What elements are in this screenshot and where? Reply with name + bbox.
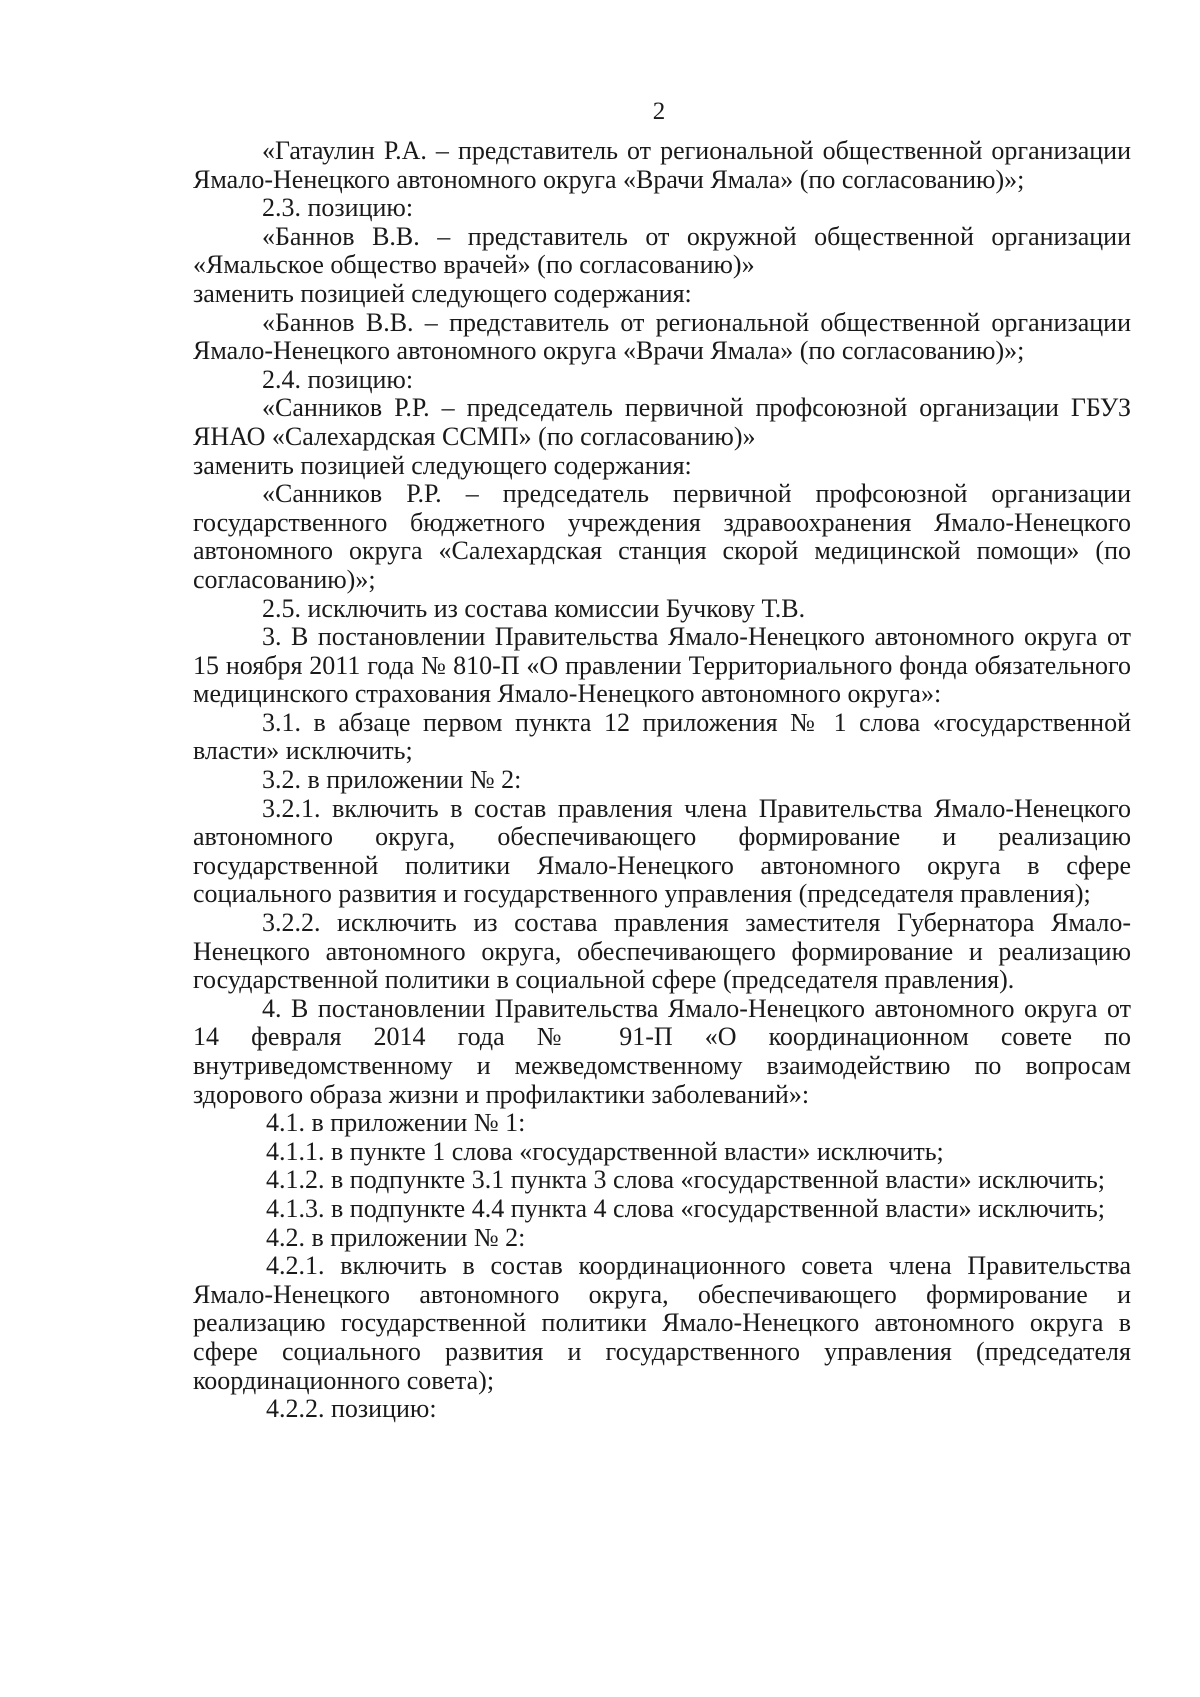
paragraph: 2.5. исключить из состава комиссии Бучкову Т.В. — [262, 593, 806, 623]
paragraph: «Санников Р.Р. – председатель первичной профсоюзной организации ГБУЗ ЯНАО «Салехардская ССМП» (по согласованию)» — [193, 393, 1131, 451]
paragraph: 4.2.2. позицию: — [266, 1394, 437, 1424]
paragraph: «Санников Р.Р. – председатель первичной профсоюзной организации государственного бюджетного учреждения здравоохранения Ямало-Ненецкого автономного округа «Салехардская станция скорой медицинской помощи» (по согласованию)»; — [193, 479, 1131, 594]
paragraph: 4.2. в приложении № 2: — [266, 1222, 526, 1252]
paragraph: 2.3. позицию: — [262, 193, 414, 223]
paragraph: «Баннов В.В. – представитель от окружной общественной организации «Ямальское общество врачей» (по согласованию)» — [193, 221, 1131, 280]
paragraph: 3.2. в приложении № 2: — [262, 765, 522, 795]
paragraph: 3.1. в абзаце первом пункта 12 приложения № 1 слова «государственной власти» исключить; — [193, 707, 1131, 766]
paragraph: 4.2.1. включить в состав координационного совета члена Правительства Ямало-Ненецкого автономного округа, обеспечивающего формирование и реализацию государственной политики Ямало-Ненецкого автономного округа в сфере социального развития и государственного управления (председателя координационного совета); — [193, 1251, 1131, 1395]
page-number: 2 — [652, 98, 666, 125]
paragraph: 3.2.2. исключить из состава правления заместителя Губернатора Ямало-Ненецкого автономного округа, обеспечивающего формирование и реализацию государственной политики в социальной сфере (председателя правления). — [193, 908, 1131, 995]
paragraph: заменить позицией следующего содержания: — [193, 278, 692, 308]
paragraph: 4.1.2. в подпункте 3.1 пункта 3 слова «государственной власти» исключить; — [266, 1165, 1106, 1195]
paragraph: 4.1.1. в пункте 1 слова «государственной власти» исключить; — [266, 1136, 944, 1166]
paragraph: 4. В постановлении Правительства Ямало-Ненецкого автономного округа от 14 февраля 2014 года № 91-П «О координационном совете по внутриведомственному и межведомственному взаимодействию по вопросам здорового образа жизни и профилактики заболеваний»: — [193, 993, 1131, 1109]
paragraph: 3.2.1. включить в состав правления члена Правительства Ямало-Ненецкого автономного округа, обеспечивающего формирование и реализацию государственной политики Ямало-Ненецкого автономного округа в сфере социального развития и государственного управления (председателя правления); — [193, 793, 1131, 909]
paragraph: «Гатаулин Р.А. – представитель от региональной общественной организации Ямало-Ненецкого автономного округа «Врачи Ямала» (по согласованию)»; — [193, 136, 1131, 194]
paragraph: 4.1. в приложении № 1: — [266, 1108, 526, 1138]
paragraph: 3. В постановлении Правительства Ямало-Ненецкого автономного округа от 15 ноября 2011 года № 810-П «О правлении Территориального фонда обязательного медицинского страхования Ямало-Ненецкого автономного округа»: — [193, 622, 1131, 709]
paragraph: 2.4. позицию: — [262, 364, 414, 394]
document-body — [193, 137, 1131, 1424]
paragraph: заменить позицией следующего содержания: — [193, 450, 692, 480]
paragraph: «Баннов В.В. – представитель от региональной общественной организации Ямало-Ненецкого автономного округа «Врачи Ямала» (по согласованию)»; — [193, 307, 1131, 366]
paragraph: 4.1.3. в подпункте 4.4 пункта 4 слова «государственной власти» исключить; — [266, 1193, 1106, 1223]
